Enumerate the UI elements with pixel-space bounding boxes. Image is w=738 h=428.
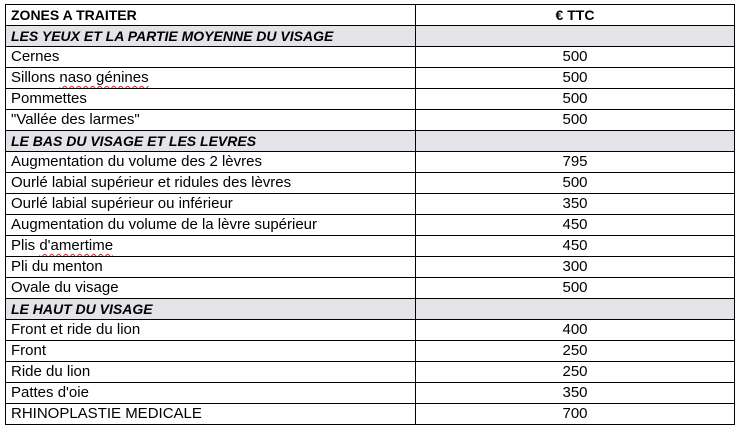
- zone-label: RHINOPLASTIE MEDICALE: [6, 404, 416, 425]
- zone-label: Cernes: [6, 47, 416, 68]
- section-header-lower-face: [6, 131, 735, 152]
- price-value: 700: [416, 404, 735, 425]
- price-value: 450: [416, 236, 735, 257]
- section-title-empty-cell: [416, 26, 735, 47]
- table-row: [6, 215, 735, 236]
- table-header-row: [6, 5, 735, 26]
- section-header-eyes: [6, 26, 735, 47]
- price-column-header: € TTC: [416, 5, 735, 26]
- spellcheck-underlined-text: d'amertime: [39, 237, 114, 254]
- price-value: 500: [416, 173, 735, 194]
- table-row: [6, 47, 735, 68]
- table-row: [6, 383, 735, 404]
- zone-label: Front: [6, 341, 416, 362]
- section-title: LES YEUX ET LA PARTIE MOYENNE DU VISAGE: [6, 26, 416, 47]
- price-value: 300: [416, 257, 735, 278]
- section-title-empty-cell: [416, 299, 735, 320]
- table-row: [6, 110, 735, 131]
- table-row: [6, 278, 735, 299]
- zone-label: Ride du lion: [6, 362, 416, 383]
- table-row: [6, 362, 735, 383]
- table-row: [6, 257, 735, 278]
- zone-label: Pattes d'oie: [6, 383, 416, 404]
- section-title: LE BAS DU VISAGE ET LES LEVRES: [6, 131, 416, 152]
- price-value: 795: [416, 152, 735, 173]
- zone-label: Augmentation du volume de la lèvre supérieur: [6, 215, 416, 236]
- price-value: 250: [416, 341, 735, 362]
- spellcheck-underlined-text: naso génines: [59, 69, 149, 86]
- zone-label: [6, 236, 416, 257]
- table-row: [6, 173, 735, 194]
- table-row: [6, 194, 735, 215]
- zone-label: Ourlé labial supérieur et ridules des lèvres: [6, 173, 416, 194]
- price-table: [5, 4, 735, 425]
- zone-label-part: Plis: [11, 237, 40, 254]
- zone-label-part: Sillons: [11, 69, 60, 86]
- price-value: 500: [416, 110, 735, 131]
- price-value: 500: [416, 89, 735, 110]
- zone-label: Ovale du visage: [6, 278, 416, 299]
- zone-label: Augmentation du volume des 2 lèvres: [6, 152, 416, 173]
- price-value: 450: [416, 215, 735, 236]
- table-row: [6, 89, 735, 110]
- zone-label: "Vallée des larmes": [6, 110, 416, 131]
- table-row: [6, 68, 735, 89]
- price-value: 250: [416, 362, 735, 383]
- price-value: 500: [416, 47, 735, 68]
- zone-label: [6, 68, 416, 89]
- price-value: 350: [416, 194, 735, 215]
- price-value: 500: [416, 278, 735, 299]
- price-value: 400: [416, 320, 735, 341]
- table-row: [6, 320, 735, 341]
- table-row: [6, 341, 735, 362]
- zone-label: Front et ride du lion: [6, 320, 416, 341]
- zone-label: Pommettes: [6, 89, 416, 110]
- section-title: LE HAUT DU VISAGE: [6, 299, 416, 320]
- price-value: 350: [416, 383, 735, 404]
- zone-label: Pli du menton: [6, 257, 416, 278]
- table-row: [6, 236, 735, 257]
- zones-column-header: ZONES A TRAITER: [6, 5, 416, 26]
- price-value: 500: [416, 68, 735, 89]
- table-row: [6, 152, 735, 173]
- section-header-upper-face: [6, 299, 735, 320]
- zone-label: Ourlé labial supérieur ou inférieur: [6, 194, 416, 215]
- table-row: [6, 404, 735, 425]
- section-title-empty-cell: [416, 131, 735, 152]
